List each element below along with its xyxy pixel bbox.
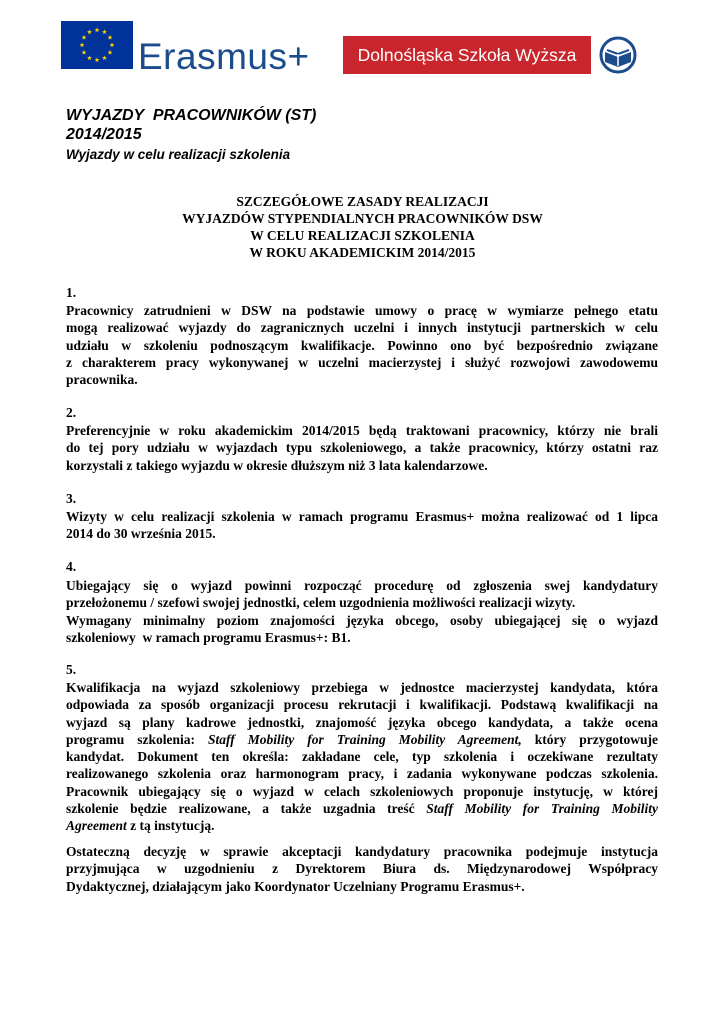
text-line: Ostateczną decyzję w sprawie akceptacji kandydatury pracownika podejmuje instytucja <box>66 844 658 859</box>
eu-star-icon <box>80 42 85 47</box>
text-line <box>66 731 658 748</box>
text-line: z charakterem pracy wykonywanej w uczelni macierzystej i służyć rozwojowi zawodowemu <box>66 354 658 370</box>
text-line: Wizyty w celu realizacji szkolenia w ramach programu Erasmus+ można realizować od 1 lipca <box>66 509 658 524</box>
eu-star-icon <box>110 42 115 47</box>
text-line: przyjmująca w uzgodnieniu z Dyrektorem Biura ds. Międzynarodowej Współpracy <box>66 861 658 877</box>
eu-star-icon <box>82 50 87 55</box>
text-line: do tej pory udziału w wyjazdach typu szkoleniowego, a także pracownicy, którzy ostatni raz <box>66 440 658 456</box>
text-line: szkoleniowy w ramach programu Erasmus+: B1. <box>66 629 351 645</box>
text-line: Pracownicy zatrudnieni w DSW na podstawie umowy o pracę w wymiarze pełnego etatu <box>66 303 658 318</box>
text-line: wyjazd są plany kadrowe jednostki, znajomość języka obcego kandydata, a także ocena <box>66 714 658 730</box>
dsw-book-emblem-icon <box>595 36 641 74</box>
document-year: 2014/2015 <box>66 126 142 143</box>
eu-star-icon <box>87 55 92 60</box>
section-number: 1. <box>66 285 77 300</box>
document-subtitle: Wyjazdy w celu realizacji szkolenia <box>66 147 291 162</box>
text-line: Kwalifikacja na wyjazd szkoleniowy przebiega w jednostce macierzystej kandydata, która <box>66 680 658 695</box>
eu-star-icon <box>95 57 100 62</box>
italic-term: Staff Mobility for Training Mobility <box>426 801 658 817</box>
section-2-paragraph <box>66 422 658 474</box>
section-1-paragraph <box>66 302 658 388</box>
document-title: WYJAZDY PRACOWNIKÓW (ST) <box>66 107 317 124</box>
heading-line-1: SZCZEGÓŁOWE ZASADY REALIZACJI <box>236 194 489 209</box>
text-line: 2014 do 30 września 2015. <box>66 526 216 542</box>
text-segment: który przygotowuje <box>521 731 658 747</box>
text-line: Preferencyjnie w roku akademickim 2014/2015 będą traktowani pracownicy, którzy nie brali <box>66 423 658 438</box>
section-5-paragraph <box>66 679 658 835</box>
eu-star-icon <box>87 29 92 34</box>
text-line: przełożonemu / szefowi swojej jednostki, celem uzgodnienia możliwości realizacji wizyty. <box>66 595 576 611</box>
eu-star-icon <box>82 35 87 40</box>
italic-term: Agreement <box>66 818 127 834</box>
section-4-paragraph <box>66 577 658 646</box>
eu-star-icon <box>102 29 107 34</box>
section-number: 3. <box>66 491 77 506</box>
eu-stars-icon <box>61 21 133 69</box>
text-line: Ubiegający się o wyjazd powinni rozpocząć procedurę od zgłoszenia swej kandydatury <box>66 578 658 593</box>
dsw-logo <box>343 36 659 74</box>
text-line: realizowanego szkolenia oraz harmonogram pracy, i zadania wykonywane podczas szkolenia. <box>66 766 658 782</box>
text-line: udziału w szkoleniu podnoszącym kwalifikacje. Powinno ono być bezpośrednio związane <box>66 337 658 353</box>
text-line <box>66 817 658 834</box>
text-segment: programu szkolenia: <box>66 731 208 747</box>
erasmus-plus-logo: Erasmus+ <box>138 36 310 77</box>
section-3-paragraph <box>66 508 658 543</box>
dsw-logo-text: Dolnośląska Szkoła Wyższa <box>343 36 591 74</box>
eu-star-icon <box>95 27 100 32</box>
heading-line-3: W CELU REALIZACJI SZKOLENIA <box>250 228 475 243</box>
text-line: Dydaktycznej, działającym jako Koordynator Uczelniany Programu Erasmus+. <box>66 878 525 894</box>
eu-flag-logo <box>61 21 133 69</box>
eu-star-icon <box>102 55 107 60</box>
text-segment: z tą instytucją. <box>126 818 215 834</box>
eu-star-icon <box>108 35 113 40</box>
text-line: kandydat. Dokument ten określa: zakładane cele, typ szkolenia i oczekiwane rezultaty <box>66 749 658 765</box>
text-segment: szkolenie będzie realizowane, a także uzgadnia treść <box>66 801 427 817</box>
text-line: pracownika. <box>66 372 138 388</box>
heading-line-4: W ROKU AKADEMICKIM 2014/2015 <box>249 245 476 260</box>
text-line: Pracownik ubiegający się o wyjazd w celach szkoleniowych proponuje instytucję, w której <box>66 783 658 799</box>
text-line: odpowiada za sposób organizacji procesu rekrutacji i kwalifikacji. Podstawą kwalifikacji na <box>66 697 658 713</box>
heading-line-2: WYJAZDÓW STYPENDIALNYCH PRACOWNIKÓW DSW <box>182 211 543 226</box>
eu-star-icon <box>108 50 113 55</box>
section-number: 2. <box>66 405 77 420</box>
section-number: 4. <box>66 559 77 574</box>
text-line: korzystali z takiego wyjazdu w okresie dłuższym niż 3 lata kalendarzowe. <box>66 457 488 473</box>
text-line <box>66 800 658 817</box>
final-decision-paragraph <box>66 843 658 895</box>
text-line: mogą realizować wyjazdy do zagranicznych uczelni i innych instytucji partnerskich w celu <box>66 320 658 336</box>
text-line: Wymagany minimalny poziom znajomości języka obcego, osoby ubiegającej się o wyjazd <box>66 612 658 628</box>
italic-term: Staff Mobility for Training Mobility Agreement, <box>207 731 522 747</box>
section-number: 5. <box>66 662 77 677</box>
